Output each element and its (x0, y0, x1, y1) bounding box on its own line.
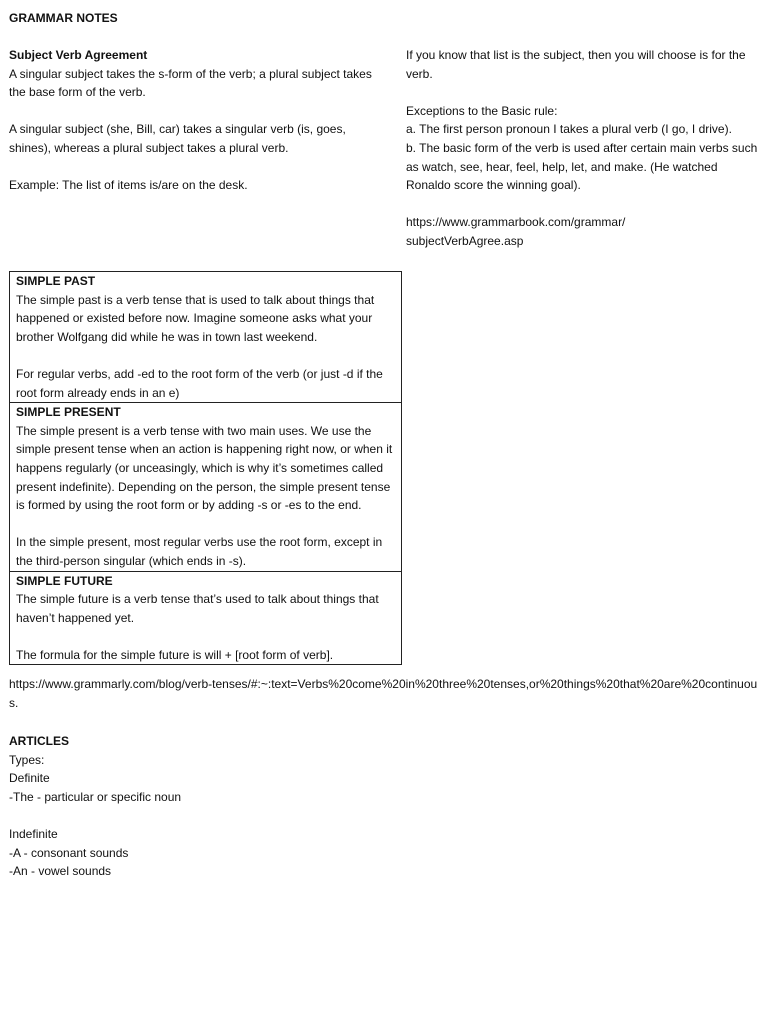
articles-section (9, 732, 509, 881)
tense-description: The simple present is a verb tense with two main uses. We use the simple present tense when an action is happening right now, or when it happens regularly (or unceasingly, which is why it’s sometimes called present indefinite). Depending on the person, the simple present tense is formed by using the root form or by adding -s or -es to the end. (16, 423, 393, 513)
reference-link-part[interactable]: https://www.grammarbook.com/grammar/ (406, 215, 626, 230)
verb-tense-table (9, 271, 402, 665)
reference-link-part[interactable]: subjectVerbAgree.asp (406, 233, 524, 248)
tense-rule: In the simple present, most regular verbs use the root form, except in the third-person singular (which ends in -s). (16, 535, 383, 568)
table-row-simple-past (10, 272, 401, 403)
tense-heading: SIMPLE FUTURE (16, 573, 113, 588)
table-row-simple-present (10, 403, 401, 571)
subject-verb-continued (406, 46, 758, 251)
list-item: -A - consonant sounds (9, 845, 129, 860)
section-heading: ARTICLES (9, 734, 69, 748)
definite-label: Definite (9, 771, 50, 786)
grammarly-link[interactable]: https://www.grammarly.com/blog/verb-tenses/#:~:text=Verbs%20come%20in%20three%20tenses,or%20things%20that%20are%20continuous. (9, 677, 758, 710)
list-item: -The - particular or specific noun (9, 789, 182, 804)
section-heading: Subject Verb Agreement (9, 48, 148, 62)
exception-item: b. The basic form of the verb is used after certain main verbs such as watch, see, hear, feel, help, let, and make. (He watched Ronaldo score the winning goal). (406, 140, 758, 193)
tense-description: The simple future is a verb tense that’s used to talk about things that haven’t happened yet. (16, 592, 379, 625)
reference-link[interactable] (406, 213, 758, 250)
paragraph: If you know that list is the subject, then you will choose is for the verb. (406, 48, 746, 81)
subject-verb-section (9, 46, 389, 195)
paragraph: A singular subject (she, Bill, car) takes a singular verb (is, goes, shines), whereas a plural subject takes a plural verb. (9, 122, 346, 155)
exception-item: a. The first person pronoun I takes a plural verb (I go, I drive). (406, 122, 732, 137)
tense-rule: For regular verbs, add -ed to the root form of the verb (or just -d if the root form already ends in an e) (16, 366, 383, 400)
list-item: -An - vowel sounds (9, 864, 112, 879)
paragraph: A singular subject takes the s-form of the verb; a plural subject takes the base form of the verb. (9, 66, 372, 100)
indefinite-label: Indefinite (9, 826, 58, 841)
table-row-simple-future (10, 572, 401, 665)
example-text: Example: The list of items is/are on the desk. (9, 178, 248, 193)
tense-description: The simple past is a verb tense that is used to talk about things that happened or existed before now. Imagine someone asks what your brother Wolfgang did while he was in town last weekend. (16, 292, 375, 344)
types-label: Types: (9, 752, 45, 767)
tense-rule: The formula for the simple future is will + [root form of verb]. (16, 647, 334, 662)
tense-heading: SIMPLE PAST (16, 274, 96, 288)
tense-heading: SIMPLE PRESENT (16, 405, 121, 420)
exceptions-heading: Exceptions to the Basic rule: (406, 103, 558, 118)
document-title: GRAMMAR NOTES (9, 11, 118, 25)
